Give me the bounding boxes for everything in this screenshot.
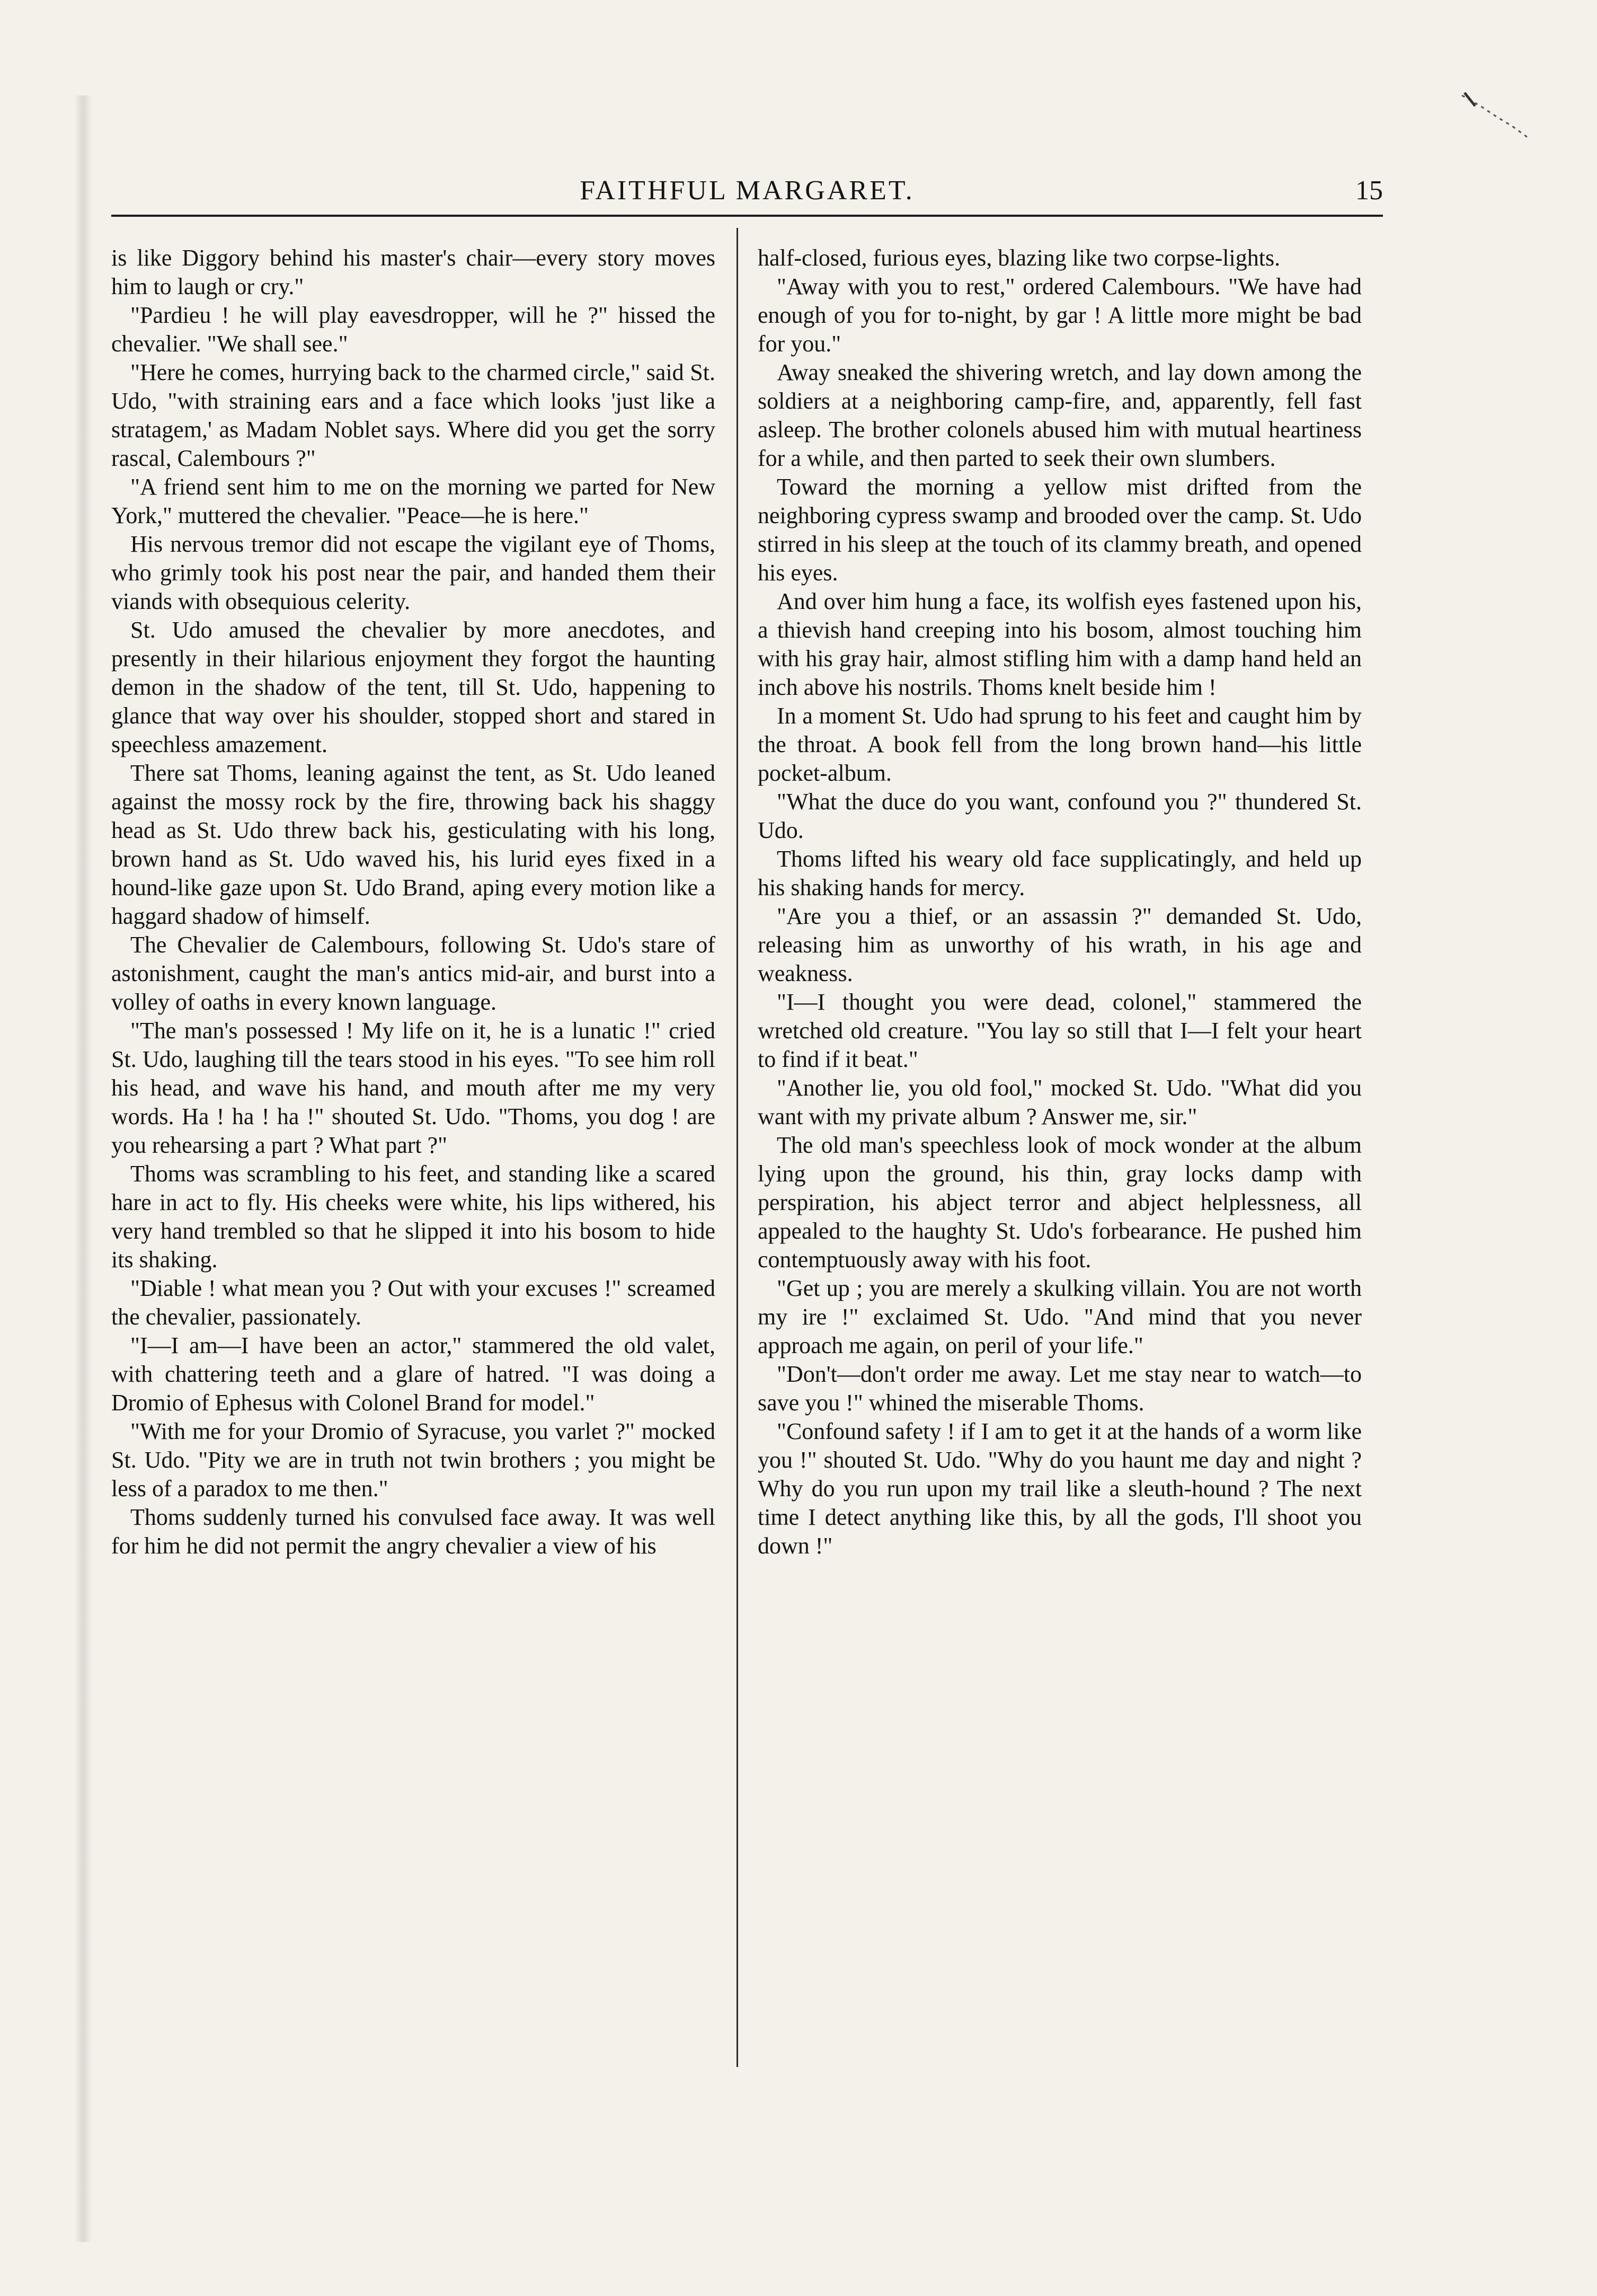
header-rule — [111, 215, 1383, 217]
paragraph: is like Diggory behind his master's chair—every story moves him to laugh or cry." — [111, 245, 715, 299]
paragraph: "Get up ; you are merely a skulking villain. You are not worth my ire !" exclaimed St. Udo. "And mind that you never approach me again, on peril of your life." — [758, 1275, 1362, 1358]
paragraph: "A friend sent him to me on the morning we parted for New York," muttered the chevalier. "Peace—he is here." — [111, 474, 715, 528]
paragraph: "With me for your Dromio of Syracuse, you varlet ?" mocked St. Udo. "Pity we are in truth not twin brothers ; you might be less of a paradox to me then." — [111, 1418, 715, 1502]
paragraph: "Don't—don't order me away. Let me stay near to watch—to save you !" whined the miserable Thoms. — [758, 1361, 1362, 1416]
paragraph: "The man's possessed ! My life on it, he is a lunatic !" cried St. Udo, laughing till the tears stood in his eyes. "To see him roll his head, and wave his hand, and mouth after me my very words. Ha ! ha ! ha !" shouted St. Udo. "Thoms, you dog ! are you rehearsing a part ? What part ?" — [111, 1018, 715, 1158]
paragraph: Thoms lifted his weary old face supplicatingly, and held up his shaking hands for mercy. — [758, 846, 1362, 900]
paragraph: "I—I thought you were dead, colonel," stammered the wretched old creature. "You lay so still that I—I felt your heart to find if it beat." — [758, 989, 1362, 1072]
paragraph: In a moment St. Udo had sprung to his feet and caught him by the throat. A book fell from the long brown hand—his little pocket-album. — [758, 703, 1362, 786]
paragraph: "Are you a thief, or an assassin ?" demanded St. Udo, releasing him as unworthy of his wrath, in his age and weakness. — [758, 903, 1362, 986]
paragraph: "Another lie, you old fool," mocked St. Udo. "What did you want with my private album ? Answer me, sir." — [758, 1075, 1362, 1129]
paragraph: His nervous tremor did not escape the vigilant eye of Thoms, who grimly took his post near the pair, and handed them their viands with obsequious celerity. — [111, 531, 715, 614]
page-number: 15 — [1355, 175, 1383, 206]
running-title: FAITHFUL MARGARET. — [580, 175, 915, 206]
paragraph: "Pardieu ! he will play eavesdropper, will he ?" hissed the chevalier. "We shall see." — [111, 302, 715, 357]
paragraph: "What the duce do you want, confound you ?" thundered St. Udo. — [758, 789, 1362, 843]
paragraph: "Diable ! what mean you ? Out with your excuses !" screamed the chevalier, passionately. — [111, 1275, 715, 1330]
paragraph: Toward the morning a yellow mist drifted from the neighboring cypress swamp and brooded over the camp. St. Udo stirred in his sleep at the touch of its clammy breath, and opened his eyes. — [758, 474, 1362, 586]
paragraph: Thoms suddenly turned his convulsed face away. It was well for him he did not permit the angry chevalier a view of his — [111, 1504, 715, 1559]
paragraph: Thoms was scrambling to his feet, and standing like a scared hare in act to fly. His cheeks were white, his lips withered, his very hand trembled so that he slipped it into his bosom to hide its shaking. — [111, 1161, 715, 1273]
left-column — [111, 244, 715, 1560]
binding-shadow — [74, 95, 92, 2242]
paragraph: St. Udo amused the chevalier by more anecdotes, and presently in their hilarious enjoyment they forgot the haunting demon in the shadow of the tent, till St. Udo, happening to glance that way over his shoulder, stopped short and stared in speechless amazement. — [111, 617, 715, 757]
paragraph: "Away with you to rest," ordered Calembours. "We have had enough of you for to-night, by gar ! A little more might be bad for you." — [758, 273, 1362, 357]
paragraph: The old man's speechless look of mock wonder at the album lying upon the ground, his thin, gray locks damp with perspiration, his abject terror and abject helplessness, all appealed to the haughty St. Udo's forbearance. He pushed him contemptuously away with his foot. — [758, 1132, 1362, 1273]
paragraph: "I—I am—I have been an actor," stammered the old valet, with chattering teeth and a glare of hatred. "I was doing a Dromio of Ephesus with Colonel Brand for model." — [111, 1332, 715, 1416]
paragraph: There sat Thoms, leaning against the tent, as St. Udo leaned against the mossy rock by the fire, throwing back his shaggy head as St. Udo threw back his, gesticulating with his long, brown hand as St. Udo waved his, his lurid eyes fixed in a hound-like gaze upon St. Udo Brand, aping every motion like a haggard shadow of himself. — [111, 760, 715, 929]
paragraph: "Confound safety ! if I am to get it at the hands of a worm like you !" shouted St. Udo. "Why do you haunt me day and night ? Why do you run upon my trail like a sleuth-hound ? The next time I detect anything like this, by all the gods, I'll shoot you down !" — [758, 1418, 1362, 1559]
column-divider — [737, 228, 738, 2067]
corner-scratch-mark — [1459, 90, 1533, 143]
paragraph: "Here he comes, hurrying back to the charmed circle," said St. Udo, "with straining ears and a face which looks 'just like a stratagem,' as Madam Noblet says. Where did you get the sorry rascal, Calembours ?" — [111, 359, 715, 471]
paragraph: half-closed, furious eyes, blazing like two corpse-lights. — [758, 245, 1281, 271]
paragraph: Away sneaked the shivering wretch, and lay down among the soldiers at a neighboring camp-fire, and, apparently, fell fast asleep. The brother colonels abused him with mutual heartiness for a while, and then parted to seek their own slumbers. — [758, 359, 1362, 471]
paragraph: The Chevalier de Calembours, following St. Udo's stare of astonishment, caught the man's antics mid-air, and burst into a volley of oaths in every known language. — [111, 932, 715, 1015]
paragraph: And over him hung a face, its wolfish eyes fastened upon his, a thievish hand creeping into his bosom, almost touching him with his gray hair, almost stifling him with a damp hand held an inch above his nostrils. Thoms knelt beside him ! — [758, 588, 1362, 700]
right-column — [758, 244, 1362, 1560]
page-header — [111, 175, 1383, 212]
